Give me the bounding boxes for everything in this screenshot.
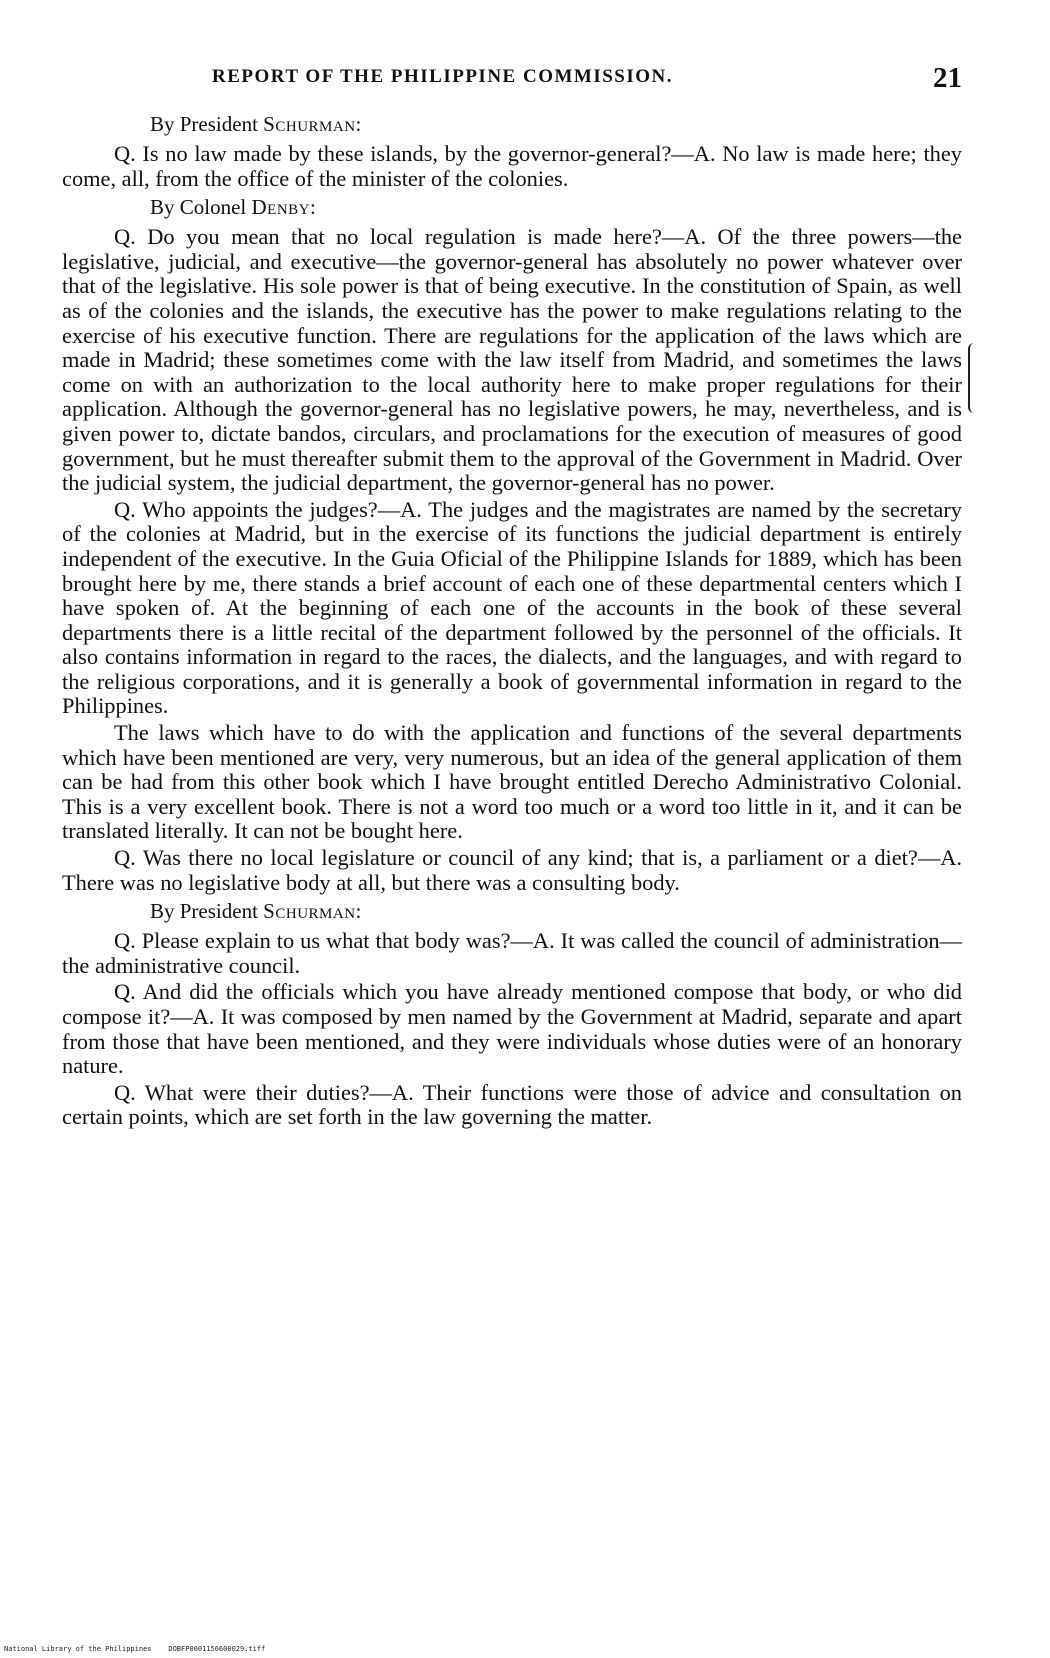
- speaker-prefix: By Colonel: [150, 195, 252, 220]
- testimony-paragraph: Q. What were their duties?—A. Their functions were those of advice and consultation on certain points, which are set forth in the law governing the matter.: [62, 1079, 962, 1130]
- speaker-heading: [62, 897, 962, 925]
- scan-footer: National Library of the Philippines DOBFP0001156600029.tiff: [4, 1645, 266, 1653]
- testimony-paragraph: The laws which have to do with the application and functions of the several departments which have been mentioned are very, very numerous, but an idea of the general application of them can be had from this other book which I have brought entitled Derecho Administrativo Colonial. This is a very excellent book. There is not a word too much or a word too little in it, and it can be translated literally. It can not be bought here.: [62, 720, 962, 844]
- testimony-paragraph: Q. Was there no local legislature or council of any kind; that is, a parliament or a diet?—A. There was no legislative body at all, but there was a consulting body.: [62, 845, 962, 895]
- testimony-paragraph: Q. Do you mean that no local regulation is made here?—A. Of the three powers—the legislative, judicial, and executive—the governor-general has absolutely no power whatever over that of the legislative. His sole power is that of being executive. In the constitution of Spain, as well as of the colonies and the islands, the executive has the power to make regulations relating to the exercise of his executive function. There are regulations for the application of the laws which are made in Madrid; these sometimes come with the law itself from Madrid, and sometimes the laws come on with an authorization to the local authority here to make proper regulations for their application. Although the governor-general has no legislative powers, he may, nevertheless, and is given power to, dictate bandos, circulars, and proclamations for the execution of measures of good government, but he must thereafter submit them to the approval of the Government in Madrid. Over the judicial system, the judicial department, the governor-general has no power.: [62, 224, 962, 496]
- document-body: [62, 110, 962, 1130]
- speaker-name: Schurman:: [263, 112, 362, 136]
- document-page: [62, 62, 962, 1132]
- page-number: 21: [933, 62, 962, 94]
- speaker-name: Denby:: [251, 195, 317, 220]
- margin-bracket-mark: [968, 343, 978, 413]
- testimony-paragraph: Q. Please explain to us what that body was?—A. It was called the council of administration—the administrative council.: [62, 928, 962, 978]
- testimony-paragraph: Q. Who appoints the judges?—A. The judges and the magistrates are named by the secretary of the colonies at Madrid, but in the exercise of its functions the judicial department is entirely independent of the executive. In the Guia Oficial of the Philippine Islands for 1889, which has been brought here by me, there stands a brief account of each one of these departmental centers which I have spoken of. At the beginning of each one of the accounts in the book of these several departments there is a little recital of the department followed by the personnel of the officials. It also contains information in regard to the races, the dialects, and the languages, and with regard to the religious corporations, and it is generally a book of governmental information in regard to the Philippines.: [62, 496, 962, 719]
- speaker-heading: [62, 110, 962, 138]
- speaker-heading: [62, 193, 962, 221]
- running-title: REPORT OF THE PHILIPPINE COMMISSION.: [212, 66, 674, 87]
- testimony-paragraph: Q. Is no law made by these islands, by the governor-general?—A. No law is made here; they come, all, from the office of the minister of the colonies.: [62, 141, 962, 191]
- page-header: [62, 62, 962, 102]
- speaker-prefix: By President: [150, 112, 264, 136]
- speaker-name: Schurman:: [263, 899, 362, 924]
- testimony-paragraph: Q. And did the officials which you have already mentioned compose that body, or who did compose it?—A. It was composed by men named by the Government at Madrid, separate and apart from those that have been mentioned, and they were individuals whose duties were of an honorary nature.: [62, 979, 962, 1079]
- speaker-prefix: By President: [150, 899, 264, 924]
